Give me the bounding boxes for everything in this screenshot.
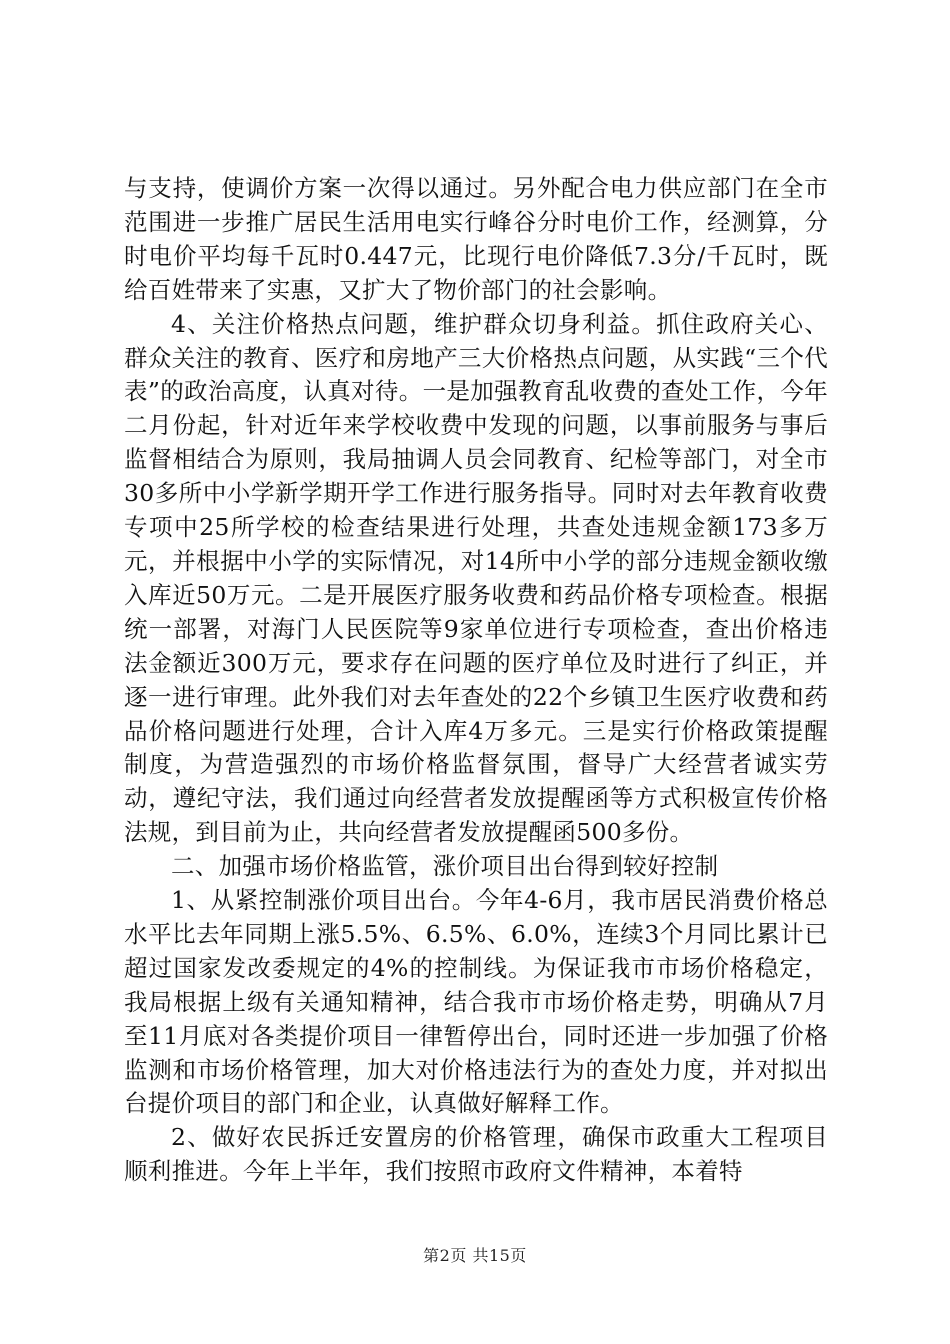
section-heading-2: 二、加强市场价格监管，涨价项目出台得到较好控制 (171, 852, 719, 881)
paragraph-item-1: 1、从紧控制涨价项目出台。今年4-6月，我市居民消费价格总水平比去年同期上涨5.5%、6.5%、6.0%，连续3个月同比累计已超过国家发改委规定的4%的控制线。为保证我市市场价格稳定，我局根据上级有关通知精神，结合我市市场价格走势，明确从7月至11月底对各类提价项目一律暂停出台，同时还进一步加强了价格监测和市场价格管理，加大对价格违法行为的查处力度，并对拟出台提价项目的部门和企业，认真做好解释工作。 (124, 886, 828, 1118)
paragraph-item-4: 4、关注价格热点问题，维护群众切身利益。抓住政府关心、群众关注的教育、医疗和房地产三大价格热点问题，从实践“三个代表”的政治高度，认真对待。一是加强教育乱收费的查处工作，今年二月份起，针对近年来学校收费中发现的问题，以事前服务与事后监督相结合为原则，我局抽调人员会同教育、纪检等部门，对全市30多所中小学新学期开学工作进行服务指导。同时对去年教育收费专项中25所学校的检查结果进行处理，共查处违规金额173多万元，并根据中小学的实际情况，对14所中小学的部分违规金额收缴入库近50万元。二是开展医疗服务收费和药品价格专项检查。根据统一部署，对海门人民医院等9家单位进行专项检查，查出价格违法金额近300万元，要求存在问题的医疗单位及时进行了纠正，并逐一进行审理。此外我们对去年查处的22个乡镇卫生医疗收费和药品价格问题进行处理，合计入库4万多元。三是实行价格政策提醒制度，为营造强烈的市场价格监督氛围，督导广大经营者诚实劳动，遵纪守法，我们通过向经营者发放提醒函等方式积极宣传价格法规，到目前为止，共向经营者发放提醒函500多份。 (124, 309, 828, 847)
paragraph-continuation: 与支持，使调价方案一次得以通过。另外配合电力供应部门在全市范围进一步推广居民生活用电实行峰谷分时电价工作，经测算，分时电价平均每千瓦时0.447元，比现行电价降低7.3分/千瓦时，既给百姓带来了实惠，又扩大了物价部门的社会影响。 (124, 174, 828, 304)
document-body (124, 172, 828, 1189)
page-number-footer: 第2页 共15页 (423, 1246, 527, 1265)
paragraph-item-2: 2、做好农民拆迁安置房的价格管理，确保市政重大工程项目顺利推进。今年上半年，我们按照市政府文件精神，本着特 (124, 1123, 828, 1186)
